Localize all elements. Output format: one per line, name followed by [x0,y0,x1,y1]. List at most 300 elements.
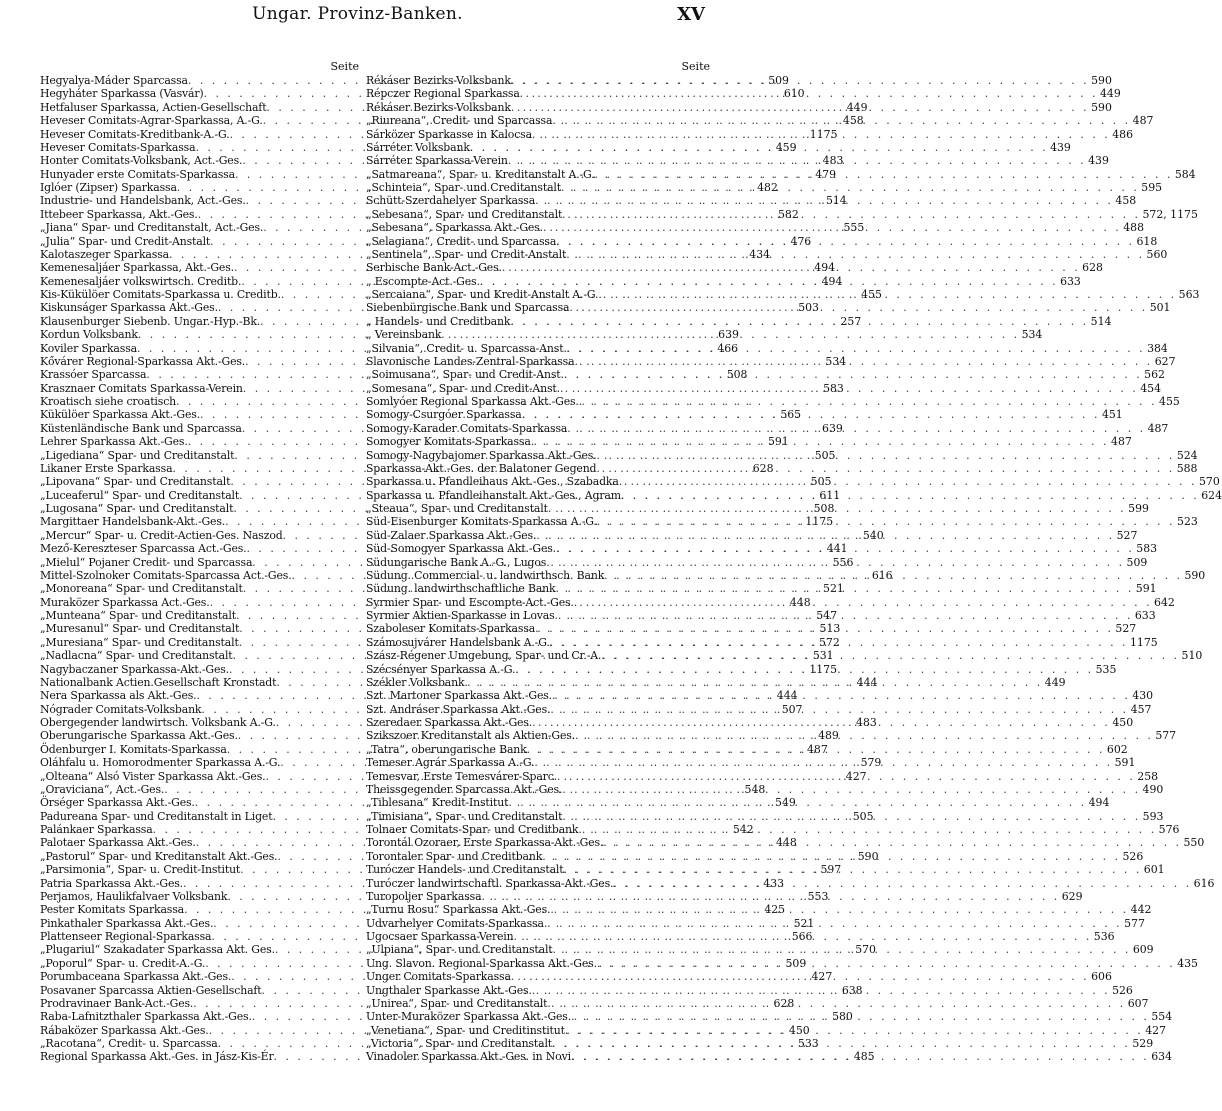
page-reference: 521 [793,916,815,930]
page-reference: 554 [1151,1010,1173,1024]
page-reference: 638 [841,983,863,997]
dot-leader [552,1037,1130,1050]
dot-leader [544,917,1122,930]
page-reference: 534 [825,354,847,368]
dot-leader [560,382,1138,395]
dot-leader [510,315,1088,328]
bank-name: „Victoria“, Spar- und Creditanstalt [366,1037,553,1050]
bank-name: „Sercaiana“, Spar- und Kredit-Anstalt A.-G. [366,288,599,301]
bank-name: Szikszoer Kreditanstalt als Aktien-Ges. [366,729,576,743]
bank-name: Muraközer Sparkassa Act.-Ges. [40,595,210,609]
page-reference: 555 [843,221,865,235]
page-reference: 488 [1123,221,1145,235]
page-reference: 588 [1176,461,1198,475]
bank-name: „Nadlacna“ Spar- und Creditanstalt [40,649,233,663]
bank-name: „Oraviciana“, Act.-Ges. [40,782,165,796]
bank-name: Rábaközer Sparkassa Akt.-Ges. [40,1023,209,1037]
bank-name: „Pastorul“ Spar- und Kreditanstalt Akt.-Ges. [40,849,278,863]
page-reference: 526 [1122,849,1144,863]
bank-name: „Munteana“ Spar- und Creditanstalt [40,609,236,622]
bank-name: Kemenesaljáer volkswirtsch. Creditb. [40,274,242,288]
bank-name: Raba-Lafnitzthaler Sparkassa Akt.-Ges. [40,1010,252,1024]
page-reference: 258 [1137,769,1159,783]
page-reference: 505 [852,809,874,823]
bank-name: Lehrer Sparkassa Akt.-Ges. [40,435,188,449]
dot-leader [579,395,1157,408]
bank-name: Heveser Comitats-Sparkassa [40,140,196,154]
bank-name: Nera Sparkassa als Akt.-Ges. [40,689,197,703]
page-header-title: Ungar. Provinz-Banken. [252,4,463,24]
page-reference: 570 [1198,475,1220,489]
bank-name: „Unirea“, Spar- und Creditanstalt [366,996,548,1010]
bank-name: Kükülöer Sparkassa Akt.-Ges. [40,408,201,422]
page-reference: 427 [845,769,867,783]
bank-name: „Riureana“, Credit- und Sparcassa [366,114,553,128]
page-reference: 563 [1178,288,1200,301]
dot-leader [561,181,1139,194]
bank-name: Sárközer Sparkasse in Kalocsa [366,127,532,141]
bank-name: „Soimusana“, Spar- und Credit-Anst. [366,368,564,382]
bank-name: „Tatra“, oberungarische Bank [366,742,527,756]
page-reference: 616 [871,568,893,582]
bank-name: Torontál Ozoraer, Erste Sparkassa-Akt.-Ges. [366,836,604,850]
bank-name: Südungarische Bank A.-G., Lugos [366,555,547,569]
dot-leader [543,221,1121,234]
page-reference: 565 [780,408,802,422]
bank-name: Unter-Muraközer Sparkassa Akt.-Ges. [366,1010,572,1024]
bank-name: Kordun Volksbank [40,328,138,342]
bank-name: Krasznaer Comitats Sparkassa-Verein [40,381,243,395]
bank-name: Südung. landwirthschaftliche Bank [366,582,556,596]
dot-leader [562,810,1140,823]
page-reference: 433 [763,876,785,890]
page-reference: 449 [1044,675,1066,689]
bank-name: Kemenesaljáer Sparkassa, Akt.-Ges. [40,261,234,275]
bank-name: Ittebeer Sparkassa, Akt.-Ges. [40,207,198,221]
page-reference: 599 [1128,502,1149,515]
page-reference: 601 [1143,863,1165,877]
bank-name: Unger Comitats-Sparkassa [366,970,511,984]
bank-name: Süd-Eisenburger Komitats-Sparkassa A.-G. [366,515,597,529]
bank-name: Heveser Comitats-Kreditbank-A.-G. [40,127,230,141]
bank-name: „Silvania“, Credit- u. Sparcassa-Anst. [366,341,567,355]
dot-leader [598,288,1176,301]
page-reference: 527 [1115,622,1137,636]
page-reference: 439 [1088,154,1109,168]
page-reference: 487 [1132,114,1154,128]
bank-name: Margittaer Handelsbank-Akt.-Ges. [40,515,226,529]
bank-name: Somogyer Komitats-Sparkassa [366,435,531,449]
dot-leader [604,569,1182,582]
dot-leader [613,877,1191,890]
dot-leader [597,449,1175,462]
page-reference: 476 [790,234,812,248]
page-reference: 534 [1021,328,1043,342]
page-reference: 442 [1130,903,1152,917]
bank-name: „Parsimonia“, Spar- u. Credit-Institut [40,863,241,877]
bank-name: Torontaler Spar- und Creditbank [366,849,543,863]
bank-name: Sárréter Sparkassa-Verein [366,154,508,168]
bank-name: Ung. Slavon. Regional-Sparkassa Akt.-Ges. [366,956,597,970]
page-reference: 441 [826,542,848,556]
dot-leader [596,462,1174,475]
bank-name: „ Escompte-Act.-Ges. [366,274,480,288]
bank-name: „Sebesana“, Sparkassa Akt.-Ges. [366,221,543,235]
dot-leader [571,1050,1149,1063]
dot-leader [480,275,1058,288]
bank-name: Kiskunságer Sparkassa Akt.-Ges. [40,301,218,315]
dot-leader [578,823,1156,836]
page-reference: 494 [1088,796,1110,810]
dot-leader [522,408,1100,421]
page-reference: 593 [1142,809,1164,823]
bank-name: Temesvar, Erste Temesvárer-Sparc. [366,769,557,783]
bank-name: Obergegender landwirtsch. Volksbank A.-G. [40,716,276,729]
page-reference: 449 [846,100,868,114]
bank-name: „Poporul“ Spar- u. Credit-A.-G. [40,956,206,970]
page-reference: 566 [791,930,813,943]
page-number: XV [677,4,705,25]
page-reference: 584 [1174,167,1196,181]
dot-leader [508,796,1086,809]
bank-name: Számosujvárer Handelsbank A.-G. [366,635,550,649]
bank-name: Szeredaer Sparkassa Akt.-Ges. [366,716,533,729]
page-reference: 450 [1112,716,1134,729]
bank-name: Hegyalya-Máder Sparcassa [40,74,188,87]
page-reference: 590 [857,849,879,863]
page-reference: 580 [832,1010,853,1024]
bank-name: Südung. Commercial- u. landwirthsch. Bank [366,568,605,582]
bank-name: Likaner Erste Sparkassa [40,461,173,475]
page-reference: 639 [718,328,739,342]
bank-name: Hetfaluser Sparkassa, Actien-Gesellschaft [40,100,267,114]
bank-name: Patria Sparkassa Akt.-Ges. [40,876,183,890]
bank-name: Szt. Andráser Sparkassa Akt.-Ges. [366,702,551,716]
bank-name: Oberungarische Sparkassa Akt.-Ges. [40,729,238,743]
bank-name: Székler Volksbank [366,675,465,689]
dot-leader [511,970,1089,983]
bank-name: Turóczer landwirtschaftl. Sparkassa-Akt.-Ges. [366,876,614,890]
page-reference: 533 [797,1037,819,1050]
dot-leader [564,368,1142,381]
bank-name: Szaboleser Komitats-Sparkassa [366,622,536,636]
page-reference: 479 [815,167,837,181]
page-reference: 435 [1177,956,1198,970]
page-reference: 610 [783,87,805,101]
page-reference: 458 [842,114,864,128]
dot-leader [550,703,1128,716]
page-reference: 514 [825,194,847,208]
dot-leader [535,194,1113,207]
page-reference: 628 [1082,261,1103,275]
page-reference: 1175 [809,662,838,676]
bank-name: Somogy-Nagybajomer Sparkassa Akt.-Ges. [366,448,597,462]
dot-leader [534,756,1112,769]
bank-name: Süd-Somogyer Sparkassa Akt.-Ges. [366,542,556,556]
bank-name: Vinadoler Sparkassa Akt.-Ges. in Novi [366,1050,571,1064]
dot-leader [550,636,1128,649]
page-reference: 639 [822,421,843,435]
bank-name: „Lugosana“ Spar- und Creditanstalt [40,502,234,515]
page-reference: 494 [814,261,836,275]
page-reference: 425 [764,903,786,917]
page-reference: 501 [1149,301,1171,315]
dot-leader [567,422,1145,435]
bank-name: „Monoreana“ Spar- und Creditanstalt [40,582,243,596]
dot-leader [556,235,1134,248]
page-reference: 427 [811,970,833,984]
page-reference: 590 [1184,568,1206,582]
dot-leader [441,328,1019,341]
bank-name: Hegyháter Sparkassa (Vasvár) [40,87,204,101]
page-reference: 444 [856,675,878,689]
page-reference: 455 [1159,395,1180,408]
page-reference: 455 [861,288,882,301]
bank-name: Nationalbank Actien.Gesellschaft Kronstadt [40,675,277,689]
bank-name: Süd-Zalaer Sparkassa Akt.-Ges. [366,528,537,542]
bank-name: Syrmier Aktien-Sparkasse in Lovas [366,609,555,622]
page-reference: 508 [726,368,748,382]
page-reference: 487 [1147,421,1169,435]
page-reference: 540 [862,528,884,542]
page-reference: 547 [816,609,838,622]
bank-name: Kővárer Regional-Sparkassa Akt.-Ges. [40,354,246,368]
bank-name: Padureana Spar- und Creditanstalt in Liget [40,809,273,823]
bank-name: Ungthaler Sparkasse Akt.-Ges. [366,983,532,997]
bank-name: „ Vereinsbank [366,328,442,342]
bank-name: Krassóer Sparcassa [40,368,147,382]
bank-name: „Mielul“ Pojaner Credit- und Sparcassa [40,555,253,569]
page-reference: 439 [1050,140,1071,154]
dot-leader [552,689,1130,702]
page-reference: 508 [813,502,835,515]
page-reference: 633 [1134,609,1156,622]
dot-leader [574,355,1152,368]
page-reference: 466 [717,341,739,355]
bank-name: Sparkassa-Akt.-Ges. der Balatoner Gegend [366,461,597,475]
page-reference: 531 [812,649,834,663]
page-reference: 591 [1114,756,1136,770]
bank-name: Szécsényer Sparkassa A.-G. [366,662,516,676]
bank-name: Somogy-Karader Comitats-Sparkassa [366,421,568,435]
bank-name: Turóczer Handels- und Creditanstalt [366,863,564,877]
bank-name: Prodravinaer Bank-Act.-Ges. [40,996,194,1010]
bank-name: Schütt-Szerdahelyer Sparkassa [366,194,536,208]
bank-name: Rékáser Bezirks-Volksbank [366,100,511,114]
page-reference: 526 [1112,983,1133,997]
bank-name: Turopoljer Sparkassa [366,889,482,903]
dot-leader [520,87,1098,100]
page-reference: 583 [823,381,844,395]
page-reference: 624 [1201,488,1222,502]
page-reference: 548 [744,782,766,796]
dot-leader [603,836,1181,849]
dot-leader [567,342,1145,355]
dot-leader [514,930,1092,943]
page-reference: 505 [810,475,832,489]
dot-leader [511,74,1089,87]
dot-leader [565,1024,1143,1037]
bank-name: „Luceaferul“ Spar- und Creditanstalt [40,488,240,502]
dot-leader [557,770,1135,783]
bank-name: „Sebesana“, Spar- und Creditanstalt [366,207,563,221]
page-reference: 490 [1142,782,1164,796]
bank-name: Somlyóer Regional Sparkassa Akt.-Ges. [366,395,579,408]
dot-leader [597,957,1175,970]
bank-name: Örséger Sparkassa Akt.-Ges. [40,796,195,810]
page-reference: 536 [1093,930,1115,943]
page-reference: 509 [768,74,789,87]
bank-name: Perjamos, Haulikfalvaer Volksbank [40,889,228,903]
page-reference: 607 [1127,996,1149,1010]
dot-leader [515,663,1093,676]
page-reference: 595 [1141,181,1163,194]
bank-name: „Ulpiana“, Spar- und Creditanstalt [366,943,553,957]
page-reference: 509 [1126,555,1148,569]
page-reference: 642 [1154,595,1175,609]
page-reference: 572, 1175 [1142,207,1198,221]
page-reference: 430 [1132,689,1154,703]
page-reference: 524 [1176,448,1198,462]
dot-leader [527,743,1105,756]
bank-name: „Venetiana“, Spar- und Creditinstitut [366,1023,565,1037]
bank-name: Heveser Comitats-Agrar-Sparkassa, A.-G. [40,114,263,128]
dot-leader [508,154,1086,167]
bank-name: Temeser Agrár Sparkassa A.-G. [366,756,535,770]
bank-name: Pester Komitats Sparkassa [40,903,185,917]
dot-leader [536,529,1114,542]
bank-name: „Turnu Rosu“ Sparkassa Akt.-Ges. [366,903,551,917]
bank-name: „Racotana“, Credit- u. Sparcassa [40,1037,218,1050]
dot-leader [532,128,1110,141]
page-reference: 628 [752,461,774,475]
page-reference: 582 [777,207,799,221]
bank-name: „Ligediana“ Spar- und Creditanstalt [40,448,235,462]
dot-leader [563,863,1141,876]
page-reference: 611 [819,488,841,502]
bank-name: „Muresiana“ Spar- und Creditanstalt [40,635,239,649]
bank-name: Regional Sparkassa Akt.-Ges. in Jász-Kis-Ér [40,1050,274,1064]
dot-leader [550,903,1128,916]
dot-leader [597,515,1175,528]
dot-leader [532,984,1110,997]
page-reference: 627 [1154,354,1176,368]
bank-name: Mittel-Szolnoker Comitats-Sparcassa Act.-Ges. [40,568,292,582]
page-reference: 448 [775,836,797,850]
bank-name: „Muresanul“ Spar- und Creditanstalt [40,622,240,636]
page-reference: 577 [1124,916,1145,930]
page-reference: 577 [1155,729,1177,743]
bank-name: Ugocsaer Sparkassa-Verein [366,930,514,943]
dot-leader [481,890,1059,903]
bank-name: „Julia“ Spar- und Credit-Anstalt [40,234,211,248]
bank-name: Kalotaszeger Sparkassa [40,247,169,261]
dot-leader [535,622,1113,635]
bank-name: Somogy-Csurgóer Sparkassa [366,408,522,422]
bank-name: „Selagiana“, Credit- und Sparcassa [366,234,557,248]
bank-name: Serbische Bank-Act.-Ges. [366,261,502,275]
bank-name: Klausenburger Siebenb. Ungar.-Hyp.-Bk. [40,314,261,328]
bank-name: Plattenseer Regional-Sparkassa [40,930,212,943]
dot-leader [562,783,1140,796]
bank-name: Syrmier Spar- und Escompte-Act.-Ges. [366,595,574,609]
page-reference: 535 [1095,662,1117,676]
page-reference: 590 [1091,100,1112,114]
page-reference: 483 [822,154,844,168]
bank-name: Honter Comitats-Volksbank, Act.-Ges. [40,154,243,168]
page-reference: 513 [819,622,841,636]
bank-name: Kroatisch siehe croatisch [40,395,177,408]
page-reference: 560 [1146,247,1168,261]
bank-name: Sárréter Volksbank [366,140,470,154]
seite-label: Seite [330,60,359,73]
dot-leader [502,261,1080,274]
page-reference: 494 [821,274,843,288]
index-entry [366,395,1180,408]
page-reference: 609 [1132,943,1154,957]
page-reference: 459 [775,140,797,154]
page-reference: 556 [832,555,854,569]
page-reference: 487 [806,742,828,756]
dot-leader [556,542,1134,555]
dot-leader [532,716,1110,729]
bank-name: Sparkassa u. Pfandleihaus Akt.-Ges., Szabadka [366,475,619,489]
page-reference: 591 [1135,582,1157,596]
bank-name: Theissgegender Sparcassa Akt.-Ges. [366,782,563,796]
dot-leader [621,489,1199,502]
index-entry [40,395,359,408]
page-reference: 427 [1145,1023,1166,1037]
page-reference: 583 [1136,542,1158,556]
bank-name: „Plugariul“ Szakadater Sparkassa Akt. Ges. [40,943,275,957]
page-reference: 529 [1132,1037,1154,1050]
dot-leader [552,114,1130,127]
page-reference: 634 [1151,1050,1173,1064]
page-reference: 597 [820,863,842,877]
dot-leader [595,168,1173,181]
bank-name: „ Handels- und Creditbank [366,314,511,328]
page-reference: 527 [1116,528,1138,542]
page-reference: 570 [855,943,876,957]
bank-name: „Lipovana“ Spar- und Creditanstalt [40,475,231,489]
bank-name: „Steaua“, Spar- und Creditanstalt [366,502,548,515]
dot-leader [464,676,1042,689]
page-reference: 591 [767,435,789,449]
page-reference: 451 [1101,408,1123,422]
bank-name: Nagybaczaner Sparkassa-Akt.-Ges. [40,662,230,676]
bank-name: Sparkassa u. Pfandleihanstalt Akt.-Ges., Agram [366,488,621,502]
dot-leader [566,248,1144,261]
dot-leader [553,943,1131,956]
dot-leader [548,502,1126,515]
bank-name: „Tiblesana“ Kredit-Institut [366,796,509,810]
bank-name: „Schinteia“, Spar- und Creditanstalt [366,181,561,194]
seite-label: Seite [681,60,710,73]
bank-name: Industrie- und Handelsbank, Act.-Ges. [40,194,246,208]
page-reference: 458 [1115,194,1137,208]
dot-leader [555,609,1133,622]
dot-leader [555,582,1133,595]
page-reference: 510 [1181,649,1203,663]
page-reference: 509 [785,956,807,970]
dot-leader [546,556,1124,569]
bank-name: Ödenburger I. Komitats-Sparkassa [40,742,227,756]
bank-name: Hunyader erste Comitats-Sparkassa [40,167,235,181]
page-reference: 553 [807,889,829,903]
page-reference: 514 [1090,314,1112,328]
page-reference: 486 [1112,127,1134,141]
dot-leader [531,435,1109,448]
